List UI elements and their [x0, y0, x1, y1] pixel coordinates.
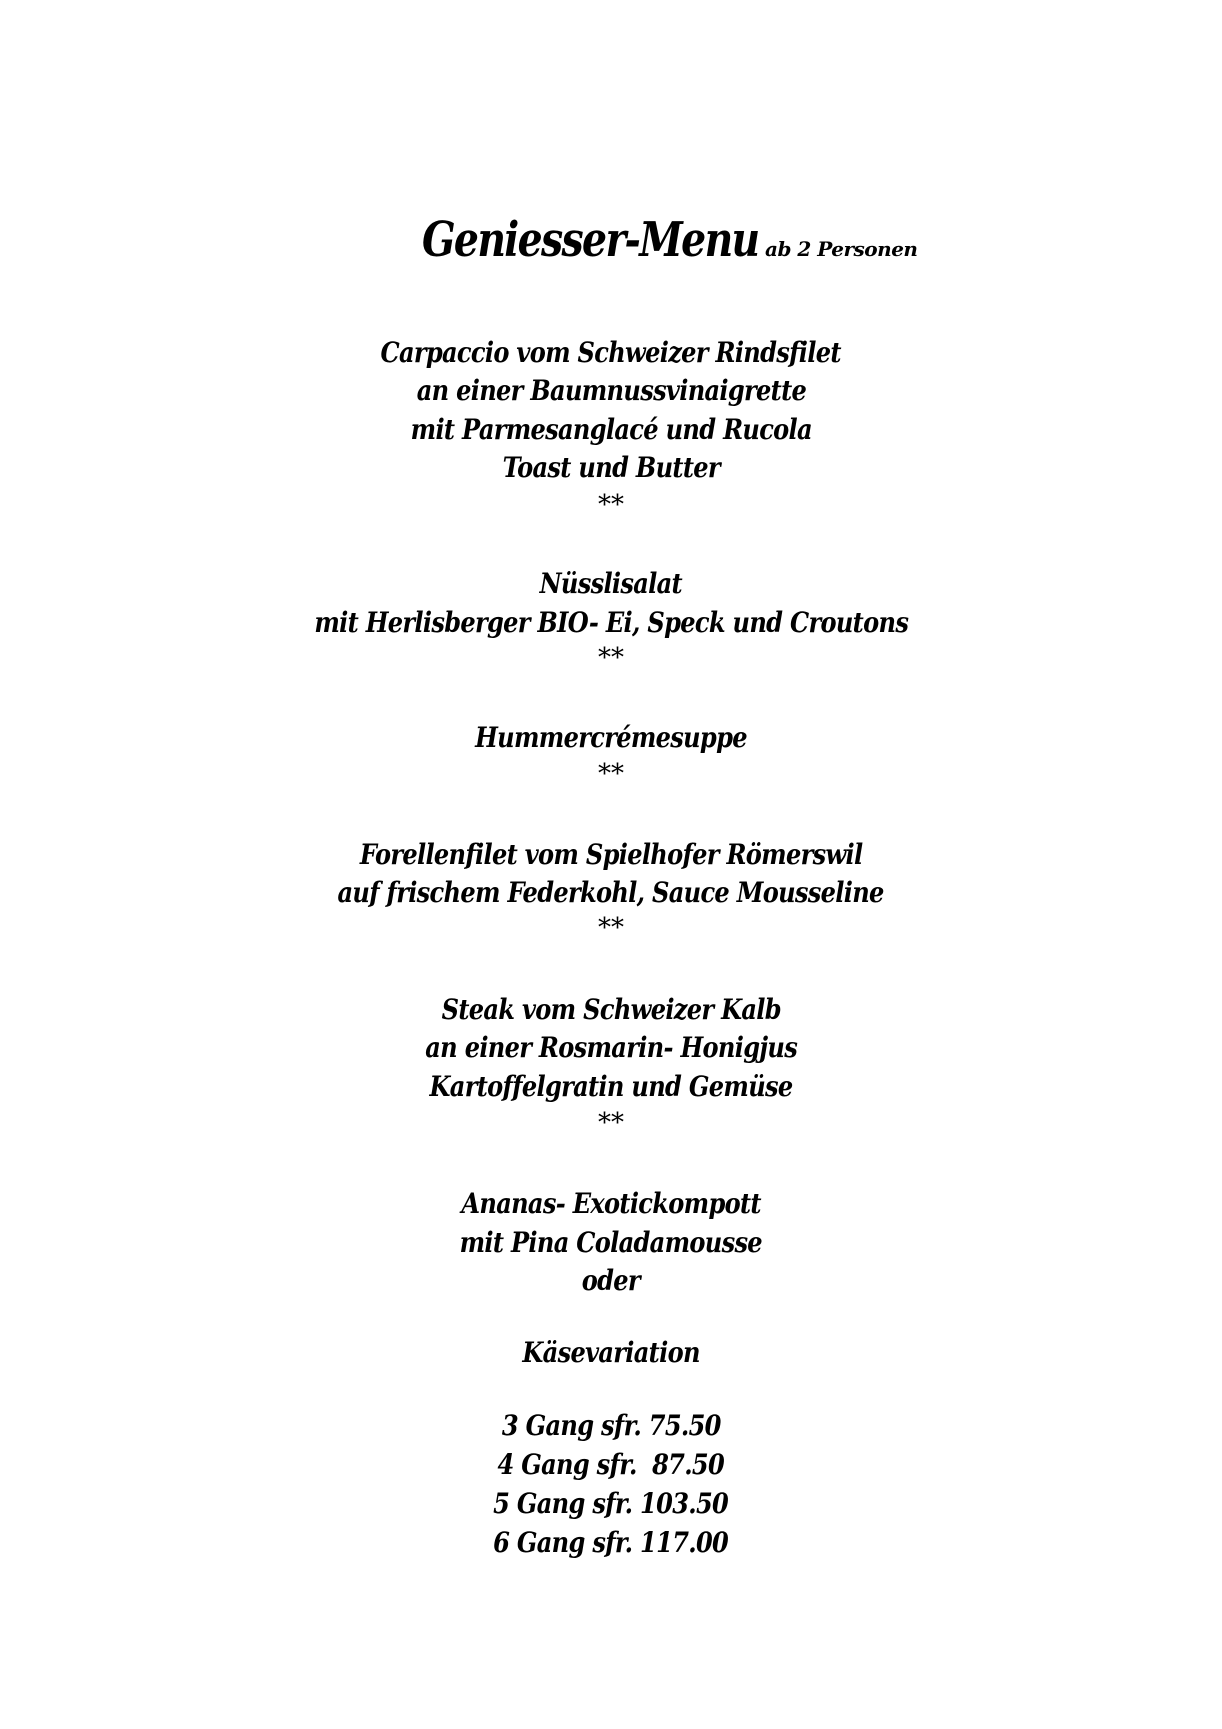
menu-subtitle: ab 2 Personen [765, 237, 918, 261]
course-5-line-3: Kartoffelgratin und Gemüse [429, 1070, 793, 1103]
course-2-line-2: mit Herlisberger BIO- Ei, Speck und Croutons [314, 606, 908, 639]
price-4-gang: 4 Gang sfr. 87.50 [497, 1448, 725, 1481]
course-7-line-1: Käsevariation [522, 1336, 700, 1369]
menu-header [0, 212, 1222, 268]
course-1-line-4: Toast und Butter [502, 451, 720, 484]
course-1-line-2: an einer Baumnussvinaigrette [416, 374, 806, 407]
course-separator: ** [598, 759, 624, 789]
course-3-line-1: Hummercrémesuppe [475, 721, 747, 754]
course-5-line-1: Steak vom Schweizer Kalb [441, 993, 781, 1026]
menu-title: Geniesser-Menu [421, 212, 759, 268]
course-2-line-1: Nüsslisalat [539, 567, 683, 600]
course-separator: ** [598, 913, 624, 943]
price-3-gang: 3 Gang sfr. 75.50 [501, 1409, 721, 1442]
course-4-line-2: auf frischem Federkohl, Sauce Mousseline [337, 876, 885, 909]
course-6-line-3: oder [581, 1264, 641, 1297]
course-separator: ** [598, 1108, 624, 1138]
course-6-line-2: mit Pina Coladamousse [459, 1226, 763, 1259]
course-6-line-1: Ananas- Exotickompott [461, 1187, 761, 1220]
course-separator: ** [598, 643, 624, 673]
price-5-gang: 5 Gang sfr. 103.50 [493, 1487, 729, 1520]
course-1-line-1: Carpaccio vom Schweizer Rindsfilet [380, 336, 842, 369]
course-1-line-3: mit Parmesanglacé und Rucola [410, 413, 812, 446]
course-4-line-1: Forellenfilet vom Spielhofer Römerswil [359, 838, 863, 871]
price-6-gang: 6 Gang sfr. 117.00 [493, 1526, 729, 1559]
course-5-line-2: an einer Rosmarin- Honigjus [425, 1031, 797, 1064]
course-separator: ** [598, 490, 624, 520]
